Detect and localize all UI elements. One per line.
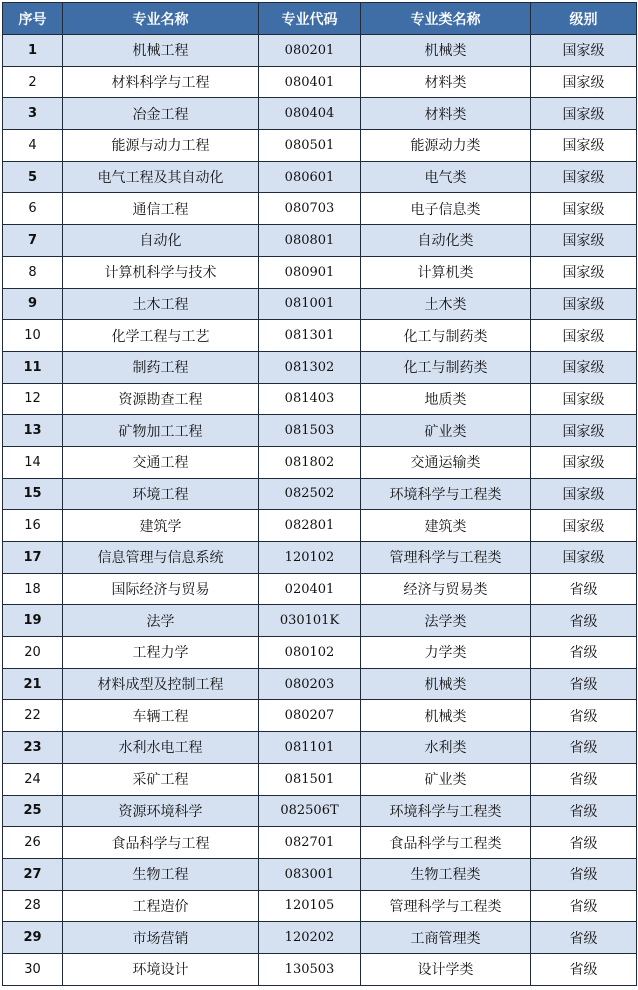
cell-category-name: 经济与贸易类 [361, 573, 531, 605]
cell-major-code: 030101K [259, 605, 361, 637]
cell-level: 国家级 [531, 446, 637, 478]
cell-index: 19 [3, 605, 63, 637]
cell-index: 18 [3, 573, 63, 605]
cell-major-name: 信息管理与信息系统 [63, 542, 259, 574]
cell-level: 国家级 [531, 510, 637, 542]
table-row [3, 763, 637, 795]
cell-major-name: 环境工程 [63, 478, 259, 510]
cell-category-name: 材料类 [361, 98, 531, 130]
cell-index: 26 [3, 827, 63, 859]
cell-level: 国家级 [531, 383, 637, 415]
table-row [3, 35, 637, 67]
cell-major-name: 冶金工程 [63, 98, 259, 130]
cell-major-name: 水利水电工程 [63, 732, 259, 764]
header-major-name: 专业名称 [63, 3, 259, 35]
table-row [3, 700, 637, 732]
table-row [3, 573, 637, 605]
cell-category-name: 机械类 [361, 668, 531, 700]
cell-level: 省级 [531, 605, 637, 637]
cell-major-code: 080401 [259, 66, 361, 98]
table-row [3, 542, 637, 574]
cell-major-code: 120105 [259, 890, 361, 922]
cell-index: 2 [3, 66, 63, 98]
cell-major-name: 法学 [63, 605, 259, 637]
cell-category-name: 管理科学与工程类 [361, 542, 531, 574]
cell-index: 29 [3, 922, 63, 954]
cell-index: 17 [3, 542, 63, 574]
cell-level: 国家级 [531, 320, 637, 352]
cell-level: 国家级 [531, 351, 637, 383]
cell-category-name: 环境科学与工程类 [361, 478, 531, 510]
table-row [3, 320, 637, 352]
table-row [3, 668, 637, 700]
table-row [3, 98, 637, 130]
cell-level: 国家级 [531, 35, 637, 67]
header-major-code: 专业代码 [259, 3, 361, 35]
cell-level: 国家级 [531, 415, 637, 447]
cell-major-name: 机械工程 [63, 35, 259, 67]
cell-index: 9 [3, 288, 63, 320]
cell-index: 27 [3, 858, 63, 890]
cell-level: 省级 [531, 700, 637, 732]
cell-category-name: 力学类 [361, 637, 531, 669]
cell-index: 21 [3, 668, 63, 700]
cell-level: 省级 [531, 668, 637, 700]
table-row [3, 858, 637, 890]
cell-category-name: 生物工程类 [361, 858, 531, 890]
cell-major-code: 080601 [259, 161, 361, 193]
cell-major-name: 能源与动力工程 [63, 130, 259, 162]
cell-major-name: 自动化 [63, 225, 259, 257]
table-row [3, 383, 637, 415]
cell-major-name: 工程力学 [63, 637, 259, 669]
cell-index: 28 [3, 890, 63, 922]
cell-major-name: 生物工程 [63, 858, 259, 890]
cell-major-code: 081101 [259, 732, 361, 764]
cell-category-name: 交通运输类 [361, 446, 531, 478]
cell-level: 国家级 [531, 98, 637, 130]
header-category-name: 专业类名称 [361, 3, 531, 35]
cell-major-name: 资源环境科学 [63, 795, 259, 827]
cell-level: 省级 [531, 573, 637, 605]
cell-major-name: 车辆工程 [63, 700, 259, 732]
cell-major-name: 交通工程 [63, 446, 259, 478]
cell-level: 省级 [531, 953, 637, 985]
cell-major-name: 环境设计 [63, 953, 259, 985]
header-level: 级别 [531, 3, 637, 35]
cell-major-name: 采矿工程 [63, 763, 259, 795]
cell-category-name: 地质类 [361, 383, 531, 415]
header-row [3, 3, 637, 35]
cell-major-code: 082506T [259, 795, 361, 827]
table-row [3, 225, 637, 257]
cell-index: 12 [3, 383, 63, 415]
cell-major-code: 080102 [259, 637, 361, 669]
cell-major-code: 120102 [259, 542, 361, 574]
cell-major-code: 081503 [259, 415, 361, 447]
cell-index: 16 [3, 510, 63, 542]
table-row [3, 510, 637, 542]
cell-level: 省级 [531, 858, 637, 890]
table-row [3, 953, 637, 985]
table-row [3, 890, 637, 922]
cell-level: 省级 [531, 763, 637, 795]
majors-table [2, 2, 637, 986]
cell-index: 14 [3, 446, 63, 478]
cell-category-name: 管理科学与工程类 [361, 890, 531, 922]
cell-major-code: 081403 [259, 383, 361, 415]
cell-level: 国家级 [531, 130, 637, 162]
cell-major-code: 130503 [259, 953, 361, 985]
cell-level: 省级 [531, 922, 637, 954]
cell-major-code: 082701 [259, 827, 361, 859]
cell-category-name: 矿业类 [361, 763, 531, 795]
cell-major-name: 通信工程 [63, 193, 259, 225]
table-body [3, 35, 637, 986]
cell-level: 省级 [531, 795, 637, 827]
cell-major-name: 电气工程及其自动化 [63, 161, 259, 193]
cell-major-name: 市场营销 [63, 922, 259, 954]
cell-level: 国家级 [531, 193, 637, 225]
cell-major-name: 建筑学 [63, 510, 259, 542]
cell-major-name: 工程造价 [63, 890, 259, 922]
table-row [3, 193, 637, 225]
cell-level: 国家级 [531, 256, 637, 288]
cell-major-name: 化学工程与工艺 [63, 320, 259, 352]
cell-index: 23 [3, 732, 63, 764]
cell-category-name: 自动化类 [361, 225, 531, 257]
table-row [3, 415, 637, 447]
cell-level: 国家级 [531, 161, 637, 193]
cell-level: 国家级 [531, 66, 637, 98]
cell-category-name: 设计学类 [361, 953, 531, 985]
cell-category-name: 矿业类 [361, 415, 531, 447]
cell-index: 5 [3, 161, 63, 193]
cell-index: 25 [3, 795, 63, 827]
table-row [3, 827, 637, 859]
cell-major-code: 081802 [259, 446, 361, 478]
cell-major-name: 材料科学与工程 [63, 66, 259, 98]
cell-major-code: 081001 [259, 288, 361, 320]
cell-category-name: 机械类 [361, 35, 531, 67]
cell-level: 国家级 [531, 478, 637, 510]
cell-major-code: 081302 [259, 351, 361, 383]
cell-index: 22 [3, 700, 63, 732]
cell-index: 13 [3, 415, 63, 447]
cell-index: 11 [3, 351, 63, 383]
cell-major-code: 080201 [259, 35, 361, 67]
cell-major-code: 080501 [259, 130, 361, 162]
table-row [3, 478, 637, 510]
cell-category-name: 法学类 [361, 605, 531, 637]
cell-level: 省级 [531, 827, 637, 859]
cell-category-name: 工商管理类 [361, 922, 531, 954]
cell-major-code: 080203 [259, 668, 361, 700]
cell-category-name: 水利类 [361, 732, 531, 764]
cell-major-code: 081501 [259, 763, 361, 795]
cell-major-code: 081301 [259, 320, 361, 352]
table-row [3, 288, 637, 320]
cell-index: 15 [3, 478, 63, 510]
cell-level: 省级 [531, 637, 637, 669]
cell-index: 8 [3, 256, 63, 288]
cell-category-name: 建筑类 [361, 510, 531, 542]
cell-category-name: 机械类 [361, 700, 531, 732]
cell-index: 24 [3, 763, 63, 795]
cell-major-code: 082801 [259, 510, 361, 542]
cell-category-name: 计算机类 [361, 256, 531, 288]
table-row [3, 605, 637, 637]
table-row [3, 351, 637, 383]
cell-major-name: 资源勘查工程 [63, 383, 259, 415]
cell-index: 3 [3, 98, 63, 130]
cell-major-code: 080207 [259, 700, 361, 732]
cell-category-name: 电气类 [361, 161, 531, 193]
cell-index: 20 [3, 637, 63, 669]
cell-category-name: 化工与制药类 [361, 320, 531, 352]
cell-level: 省级 [531, 732, 637, 764]
cell-index: 1 [3, 35, 63, 67]
cell-major-name: 计算机科学与技术 [63, 256, 259, 288]
cell-major-code: 082502 [259, 478, 361, 510]
cell-major-code: 080703 [259, 193, 361, 225]
cell-category-name: 材料类 [361, 66, 531, 98]
table-row [3, 795, 637, 827]
cell-index: 6 [3, 193, 63, 225]
cell-level: 省级 [531, 890, 637, 922]
table-row [3, 446, 637, 478]
header-index: 序号 [3, 3, 63, 35]
table-row [3, 161, 637, 193]
cell-major-name: 矿物加工工程 [63, 415, 259, 447]
cell-major-code: 020401 [259, 573, 361, 605]
cell-category-name: 电子信息类 [361, 193, 531, 225]
cell-level: 国家级 [531, 225, 637, 257]
cell-major-code: 120202 [259, 922, 361, 954]
cell-category-name: 能源动力类 [361, 130, 531, 162]
cell-major-code: 080801 [259, 225, 361, 257]
cell-category-name: 食品科学与工程类 [361, 827, 531, 859]
cell-major-name: 材料成型及控制工程 [63, 668, 259, 700]
cell-major-name: 国际经济与贸易 [63, 573, 259, 605]
table-header [3, 3, 637, 35]
cell-index: 30 [3, 953, 63, 985]
cell-major-name: 食品科学与工程 [63, 827, 259, 859]
cell-category-name: 环境科学与工程类 [361, 795, 531, 827]
cell-major-name: 制药工程 [63, 351, 259, 383]
table-row [3, 66, 637, 98]
cell-level: 国家级 [531, 288, 637, 320]
cell-major-code: 080404 [259, 98, 361, 130]
cell-level: 国家级 [531, 542, 637, 574]
cell-index: 7 [3, 225, 63, 257]
cell-major-code: 083001 [259, 858, 361, 890]
cell-index: 10 [3, 320, 63, 352]
cell-index: 4 [3, 130, 63, 162]
table-row [3, 732, 637, 764]
table-row [3, 637, 637, 669]
table-row [3, 256, 637, 288]
table-row [3, 130, 637, 162]
cell-major-code: 080901 [259, 256, 361, 288]
cell-major-name: 土木工程 [63, 288, 259, 320]
cell-category-name: 化工与制药类 [361, 351, 531, 383]
cell-category-name: 土木类 [361, 288, 531, 320]
table-row [3, 922, 637, 954]
